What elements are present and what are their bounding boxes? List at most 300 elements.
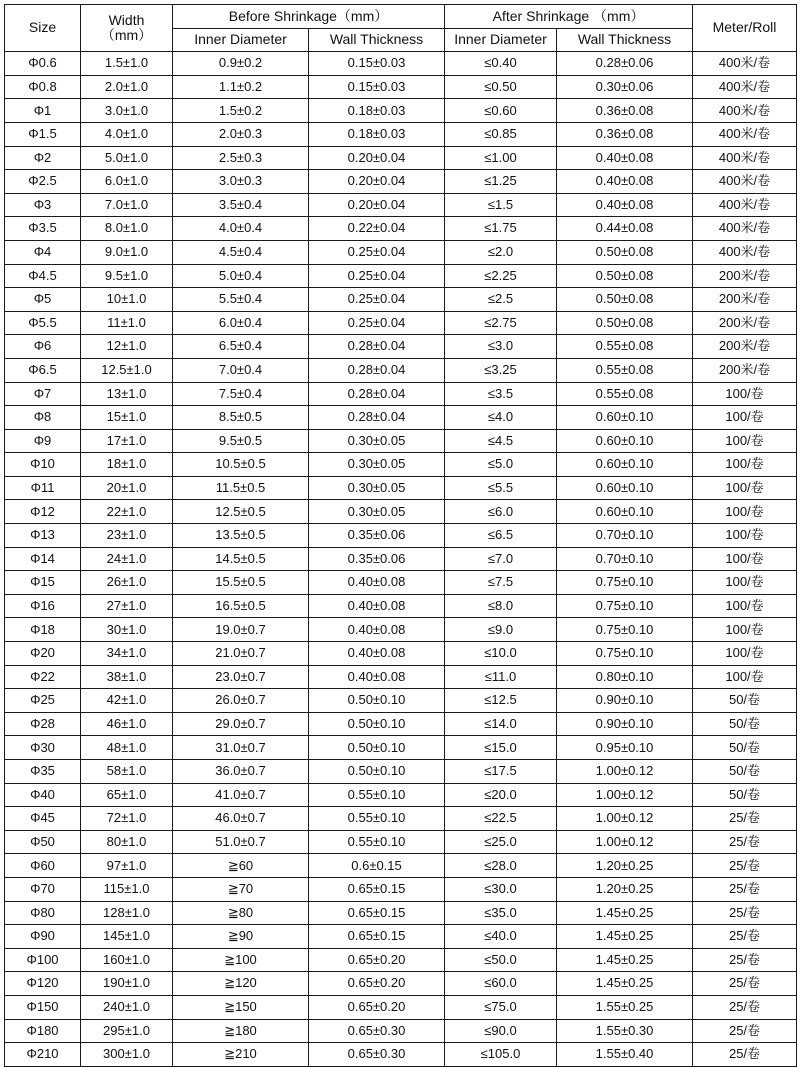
cell-meter-roll: 50/卷: [693, 736, 797, 760]
cell-meter-roll: 25/卷: [693, 948, 797, 972]
cell-meter-roll: 200米/卷: [693, 311, 797, 335]
cell-width: 17±1.0: [81, 429, 173, 453]
cell-after-inner-diameter: ≤0.60: [445, 99, 557, 123]
cell-before-wall-thickness: 0.65±0.30: [309, 1043, 445, 1067]
cell-meter-roll: 25/卷: [693, 972, 797, 996]
table-row: [5, 240, 797, 264]
header-width-line1: Width: [108, 11, 145, 28]
cell-meter-roll: 400米/卷: [693, 170, 797, 194]
cell-before-inner-diameter: 9.5±0.5: [173, 429, 309, 453]
cell-before-wall-thickness: 0.65±0.15: [309, 877, 445, 901]
header-inner-diameter-before: Inner Diameter: [173, 28, 309, 52]
cell-before-inner-diameter: ≧80: [173, 901, 309, 925]
cell-before-inner-diameter: 16.5±0.5: [173, 594, 309, 618]
cell-after-inner-diameter: ≤1.25: [445, 170, 557, 194]
cell-before-wall-thickness: 0.28±0.04: [309, 406, 445, 430]
cell-width: 300±1.0: [81, 1043, 173, 1067]
cell-after-inner-diameter: ≤22.5: [445, 807, 557, 831]
cell-before-wall-thickness: 0.30±0.05: [309, 476, 445, 500]
cell-size: Φ4: [5, 240, 81, 264]
cell-after-inner-diameter: ≤6.0: [445, 500, 557, 524]
cell-after-wall-thickness: 1.00±0.12: [557, 783, 693, 807]
cell-before-inner-diameter: 1.1±0.2: [173, 75, 309, 99]
cell-meter-roll: 400米/卷: [693, 240, 797, 264]
cell-before-wall-thickness: 0.50±0.10: [309, 689, 445, 713]
cell-size: Φ80: [5, 901, 81, 925]
cell-width: 26±1.0: [81, 571, 173, 595]
cell-after-wall-thickness: 0.44±0.08: [557, 217, 693, 241]
cell-after-wall-thickness: 0.50±0.08: [557, 288, 693, 312]
cell-after-inner-diameter: ≤12.5: [445, 689, 557, 713]
cell-before-wall-thickness: 0.28±0.04: [309, 382, 445, 406]
cell-size: Φ28: [5, 712, 81, 736]
cell-width: 20±1.0: [81, 476, 173, 500]
table-row: [5, 901, 797, 925]
cell-before-inner-diameter: 13.5±0.5: [173, 524, 309, 548]
cell-after-inner-diameter: ≤2.75: [445, 311, 557, 335]
cell-after-inner-diameter: ≤75.0: [445, 995, 557, 1019]
cell-after-wall-thickness: 0.60±0.10: [557, 429, 693, 453]
cell-before-inner-diameter: 6.0±0.4: [173, 311, 309, 335]
cell-width: 11±1.0: [81, 311, 173, 335]
cell-size: Φ30: [5, 736, 81, 760]
cell-before-inner-diameter: 4.5±0.4: [173, 240, 309, 264]
table-row: [5, 618, 797, 642]
cell-before-inner-diameter: 2.0±0.3: [173, 122, 309, 146]
cell-before-wall-thickness: 0.65±0.20: [309, 948, 445, 972]
cell-before-wall-thickness: 0.25±0.04: [309, 288, 445, 312]
cell-size: Φ10: [5, 453, 81, 477]
table-row: [5, 1043, 797, 1067]
cell-before-inner-diameter: 2.5±0.3: [173, 146, 309, 170]
cell-size: Φ5.5: [5, 311, 81, 335]
cell-after-wall-thickness: 1.45±0.25: [557, 925, 693, 949]
cell-width: 9.0±1.0: [81, 240, 173, 264]
header-meter-roll: Meter/Roll: [693, 5, 797, 52]
table-row: [5, 972, 797, 996]
cell-after-wall-thickness: 0.70±0.10: [557, 547, 693, 571]
cell-after-inner-diameter: ≤2.5: [445, 288, 557, 312]
cell-before-inner-diameter: 6.5±0.4: [173, 335, 309, 359]
cell-before-wall-thickness: 0.20±0.04: [309, 170, 445, 194]
cell-after-wall-thickness: 0.50±0.08: [557, 311, 693, 335]
table-row: [5, 571, 797, 595]
cell-width: 6.0±1.0: [81, 170, 173, 194]
cell-after-inner-diameter: ≤0.40: [445, 52, 557, 76]
cell-after-inner-diameter: ≤1.5: [445, 193, 557, 217]
cell-after-inner-diameter: ≤2.0: [445, 240, 557, 264]
cell-after-wall-thickness: 0.40±0.08: [557, 193, 693, 217]
cell-before-inner-diameter: 10.5±0.5: [173, 453, 309, 477]
header-width-line2: （mm）: [100, 27, 153, 44]
cell-before-inner-diameter: 41.0±0.7: [173, 783, 309, 807]
cell-before-wall-thickness: 0.55±0.10: [309, 783, 445, 807]
cell-after-wall-thickness: 1.00±0.12: [557, 807, 693, 831]
cell-width: 1.5±1.0: [81, 52, 173, 76]
cell-before-wall-thickness: 0.65±0.20: [309, 972, 445, 996]
cell-before-inner-diameter: ≧100: [173, 948, 309, 972]
cell-after-inner-diameter: ≤20.0: [445, 783, 557, 807]
cell-after-inner-diameter: ≤17.5: [445, 760, 557, 784]
cell-after-inner-diameter: ≤9.0: [445, 618, 557, 642]
cell-before-wall-thickness: 0.18±0.03: [309, 99, 445, 123]
cell-meter-roll: 50/卷: [693, 689, 797, 713]
cell-size: Φ210: [5, 1043, 81, 1067]
cell-after-wall-thickness: 0.30±0.06: [557, 75, 693, 99]
cell-before-inner-diameter: ≧70: [173, 877, 309, 901]
cell-after-inner-diameter: ≤3.25: [445, 358, 557, 382]
cell-before-wall-thickness: 0.65±0.20: [309, 995, 445, 1019]
cell-after-wall-thickness: 0.40±0.08: [557, 170, 693, 194]
cell-after-inner-diameter: ≤40.0: [445, 925, 557, 949]
cell-size: Φ6: [5, 335, 81, 359]
cell-size: Φ35: [5, 760, 81, 784]
cell-size: Φ100: [5, 948, 81, 972]
cell-after-wall-thickness: 0.50±0.08: [557, 240, 693, 264]
cell-before-wall-thickness: 0.55±0.10: [309, 807, 445, 831]
cell-after-inner-diameter: ≤3.0: [445, 335, 557, 359]
cell-after-wall-thickness: 0.90±0.10: [557, 712, 693, 736]
cell-after-wall-thickness: 0.36±0.08: [557, 99, 693, 123]
cell-before-wall-thickness: 0.50±0.10: [309, 760, 445, 784]
cell-after-wall-thickness: 0.75±0.10: [557, 642, 693, 666]
cell-before-inner-diameter: ≧210: [173, 1043, 309, 1067]
cell-size: Φ5: [5, 288, 81, 312]
cell-before-wall-thickness: 0.15±0.03: [309, 75, 445, 99]
cell-after-wall-thickness: 0.75±0.10: [557, 571, 693, 595]
cell-before-wall-thickness: 0.35±0.06: [309, 524, 445, 548]
table-header: [5, 5, 797, 52]
cell-after-wall-thickness: 1.20±0.25: [557, 854, 693, 878]
cell-before-inner-diameter: 46.0±0.7: [173, 807, 309, 831]
cell-after-inner-diameter: ≤30.0: [445, 877, 557, 901]
cell-meter-roll: 100/卷: [693, 594, 797, 618]
cell-after-wall-thickness: 0.60±0.10: [557, 500, 693, 524]
table-row: [5, 665, 797, 689]
cell-after-inner-diameter: ≤50.0: [445, 948, 557, 972]
cell-meter-roll: 100/卷: [693, 429, 797, 453]
cell-before-inner-diameter: ≧150: [173, 995, 309, 1019]
header-width: [81, 5, 173, 52]
cell-width: 128±1.0: [81, 901, 173, 925]
cell-after-wall-thickness: 0.75±0.10: [557, 618, 693, 642]
cell-after-inner-diameter: ≤14.0: [445, 712, 557, 736]
table-row: [5, 877, 797, 901]
cell-after-wall-thickness: 0.55±0.08: [557, 358, 693, 382]
cell-before-inner-diameter: 11.5±0.5: [173, 476, 309, 500]
cell-after-wall-thickness: 0.60±0.10: [557, 453, 693, 477]
cell-after-inner-diameter: ≤8.0: [445, 594, 557, 618]
table-row: [5, 995, 797, 1019]
table-row: [5, 642, 797, 666]
cell-width: 97±1.0: [81, 854, 173, 878]
cell-width: 8.0±1.0: [81, 217, 173, 241]
cell-meter-roll: 200米/卷: [693, 288, 797, 312]
cell-before-inner-diameter: 14.5±0.5: [173, 547, 309, 571]
cell-width: 34±1.0: [81, 642, 173, 666]
table-row: [5, 99, 797, 123]
table-row: [5, 712, 797, 736]
cell-width: 15±1.0: [81, 406, 173, 430]
cell-width: 295±1.0: [81, 1019, 173, 1043]
table-row: [5, 948, 797, 972]
table-row: [5, 311, 797, 335]
cell-after-wall-thickness: 1.55±0.25: [557, 995, 693, 1019]
cell-width: 80±1.0: [81, 830, 173, 854]
cell-size: Φ90: [5, 925, 81, 949]
table-row: [5, 760, 797, 784]
cell-meter-roll: 200米/卷: [693, 358, 797, 382]
cell-meter-roll: 100/卷: [693, 547, 797, 571]
cell-after-wall-thickness: 0.60±0.10: [557, 406, 693, 430]
cell-after-inner-diameter: ≤25.0: [445, 830, 557, 854]
cell-width: 23±1.0: [81, 524, 173, 548]
cell-before-inner-diameter: 21.0±0.7: [173, 642, 309, 666]
cell-before-inner-diameter: 51.0±0.7: [173, 830, 309, 854]
cell-size: Φ0.8: [5, 75, 81, 99]
table-row: [5, 547, 797, 571]
cell-before-inner-diameter: 7.0±0.4: [173, 358, 309, 382]
cell-after-inner-diameter: ≤11.0: [445, 665, 557, 689]
cell-before-inner-diameter: 26.0±0.7: [173, 689, 309, 713]
cell-after-inner-diameter: ≤1.00: [445, 146, 557, 170]
table-row: [5, 382, 797, 406]
cell-size: Φ40: [5, 783, 81, 807]
cell-before-wall-thickness: 0.40±0.08: [309, 618, 445, 642]
cell-after-inner-diameter: ≤0.50: [445, 75, 557, 99]
table-row: [5, 122, 797, 146]
cell-before-wall-thickness: 0.40±0.08: [309, 642, 445, 666]
cell-after-inner-diameter: ≤4.0: [445, 406, 557, 430]
cell-size: Φ3: [5, 193, 81, 217]
cell-before-inner-diameter: 8.5±0.5: [173, 406, 309, 430]
cell-meter-roll: 200米/卷: [693, 264, 797, 288]
cell-before-inner-diameter: 31.0±0.7: [173, 736, 309, 760]
table-row: [5, 146, 797, 170]
cell-size: Φ14: [5, 547, 81, 571]
cell-width: 13±1.0: [81, 382, 173, 406]
cell-size: Φ16: [5, 594, 81, 618]
table-row: [5, 500, 797, 524]
cell-before-inner-diameter: 36.0±0.7: [173, 760, 309, 784]
cell-size: Φ50: [5, 830, 81, 854]
cell-meter-roll: 50/卷: [693, 760, 797, 784]
cell-before-wall-thickness: 0.28±0.04: [309, 358, 445, 382]
cell-after-wall-thickness: 0.95±0.10: [557, 736, 693, 760]
cell-meter-roll: 25/卷: [693, 830, 797, 854]
cell-before-wall-thickness: 0.65±0.15: [309, 925, 445, 949]
cell-width: 7.0±1.0: [81, 193, 173, 217]
cell-meter-roll: 400米/卷: [693, 122, 797, 146]
table-row: [5, 217, 797, 241]
cell-after-wall-thickness: 0.50±0.08: [557, 264, 693, 288]
table-row: [5, 689, 797, 713]
table-row: [5, 807, 797, 831]
cell-size: Φ18: [5, 618, 81, 642]
cell-after-inner-diameter: ≤0.85: [445, 122, 557, 146]
cell-size: Φ0.6: [5, 52, 81, 76]
cell-size: Φ1.5: [5, 122, 81, 146]
cell-meter-roll: 100/卷: [693, 642, 797, 666]
cell-meter-roll: 50/卷: [693, 712, 797, 736]
cell-after-wall-thickness: 0.70±0.10: [557, 524, 693, 548]
cell-before-wall-thickness: 0.20±0.04: [309, 193, 445, 217]
cell-before-inner-diameter: 3.5±0.4: [173, 193, 309, 217]
cell-width: 240±1.0: [81, 995, 173, 1019]
cell-size: Φ4.5: [5, 264, 81, 288]
cell-meter-roll: 25/卷: [693, 925, 797, 949]
table-row: [5, 830, 797, 854]
cell-size: Φ6.5: [5, 358, 81, 382]
cell-after-inner-diameter: ≤10.0: [445, 642, 557, 666]
cell-before-wall-thickness: 0.40±0.08: [309, 665, 445, 689]
cell-size: Φ2: [5, 146, 81, 170]
cell-after-wall-thickness: 1.45±0.25: [557, 901, 693, 925]
cell-meter-roll: 100/卷: [693, 382, 797, 406]
cell-after-inner-diameter: ≤7.0: [445, 547, 557, 571]
cell-width: 115±1.0: [81, 877, 173, 901]
table-row: [5, 193, 797, 217]
cell-after-wall-thickness: 1.00±0.12: [557, 760, 693, 784]
cell-after-inner-diameter: ≤60.0: [445, 972, 557, 996]
cell-size: Φ20: [5, 642, 81, 666]
cell-before-inner-diameter: 3.0±0.3: [173, 170, 309, 194]
cell-meter-roll: 400米/卷: [693, 52, 797, 76]
cell-after-wall-thickness: 0.90±0.10: [557, 689, 693, 713]
table-row: [5, 358, 797, 382]
cell-before-inner-diameter: 5.5±0.4: [173, 288, 309, 312]
cell-before-inner-diameter: 5.0±0.4: [173, 264, 309, 288]
cell-width: 190±1.0: [81, 972, 173, 996]
table-row: [5, 736, 797, 760]
cell-after-inner-diameter: ≤105.0: [445, 1043, 557, 1067]
cell-before-wall-thickness: 0.40±0.08: [309, 594, 445, 618]
cell-after-inner-diameter: ≤28.0: [445, 854, 557, 878]
table-row: [5, 524, 797, 548]
cell-meter-roll: 25/卷: [693, 854, 797, 878]
cell-size: Φ13: [5, 524, 81, 548]
cell-before-wall-thickness: 0.55±0.10: [309, 830, 445, 854]
cell-size: Φ12: [5, 500, 81, 524]
cell-before-wall-thickness: 0.40±0.08: [309, 571, 445, 595]
cell-before-inner-diameter: 4.0±0.4: [173, 217, 309, 241]
table-row: [5, 925, 797, 949]
cell-after-wall-thickness: 0.55±0.08: [557, 335, 693, 359]
cell-width: 46±1.0: [81, 712, 173, 736]
table-row: [5, 783, 797, 807]
cell-before-inner-diameter: 7.5±0.4: [173, 382, 309, 406]
cell-size: Φ150: [5, 995, 81, 1019]
cell-size: Φ15: [5, 571, 81, 595]
cell-after-wall-thickness: 1.20±0.25: [557, 877, 693, 901]
cell-before-wall-thickness: 0.25±0.04: [309, 264, 445, 288]
cell-after-inner-diameter: ≤1.75: [445, 217, 557, 241]
cell-meter-roll: 100/卷: [693, 524, 797, 548]
cell-before-inner-diameter: 12.5±0.5: [173, 500, 309, 524]
cell-after-wall-thickness: 1.45±0.25: [557, 948, 693, 972]
cell-size: Φ3.5: [5, 217, 81, 241]
header-wall-thickness-before: Wall Thickness: [309, 28, 445, 52]
cell-before-wall-thickness: 0.22±0.04: [309, 217, 445, 241]
cell-meter-roll: 100/卷: [693, 406, 797, 430]
cell-size: Φ2.5: [5, 170, 81, 194]
cell-size: Φ180: [5, 1019, 81, 1043]
cell-after-wall-thickness: 0.40±0.08: [557, 146, 693, 170]
cell-size: Φ9: [5, 429, 81, 453]
table-body: [5, 52, 797, 1067]
cell-width: 48±1.0: [81, 736, 173, 760]
table-row: [5, 406, 797, 430]
cell-meter-roll: 100/卷: [693, 476, 797, 500]
header-wall-thickness-after: Wall Thickness: [557, 28, 693, 52]
cell-size: Φ25: [5, 689, 81, 713]
cell-before-inner-diameter: 0.9±0.2: [173, 52, 309, 76]
cell-meter-roll: 100/卷: [693, 500, 797, 524]
cell-width: 24±1.0: [81, 547, 173, 571]
cell-meter-roll: 25/卷: [693, 1019, 797, 1043]
table-row: [5, 170, 797, 194]
cell-width: 38±1.0: [81, 665, 173, 689]
cell-after-wall-thickness: 1.55±0.40: [557, 1043, 693, 1067]
cell-before-wall-thickness: 0.25±0.04: [309, 311, 445, 335]
cell-size: Φ45: [5, 807, 81, 831]
cell-after-wall-thickness: 0.55±0.08: [557, 382, 693, 406]
cell-width: 27±1.0: [81, 594, 173, 618]
cell-width: 9.5±1.0: [81, 264, 173, 288]
cell-before-inner-diameter: ≧180: [173, 1019, 309, 1043]
cell-size: Φ22: [5, 665, 81, 689]
cell-before-inner-diameter: ≧120: [173, 972, 309, 996]
cell-before-inner-diameter: ≧90: [173, 925, 309, 949]
table-row: [5, 52, 797, 76]
cell-width: 12.5±1.0: [81, 358, 173, 382]
cell-before-inner-diameter: 29.0±0.7: [173, 712, 309, 736]
cell-after-inner-diameter: ≤5.5: [445, 476, 557, 500]
cell-after-wall-thickness: 1.45±0.25: [557, 972, 693, 996]
cell-before-wall-thickness: 0.6±0.15: [309, 854, 445, 878]
cell-meter-roll: 100/卷: [693, 453, 797, 477]
cell-meter-roll: 100/卷: [693, 618, 797, 642]
cell-before-wall-thickness: 0.20±0.04: [309, 146, 445, 170]
cell-before-wall-thickness: 0.35±0.06: [309, 547, 445, 571]
header-size: Size: [5, 5, 81, 52]
cell-size: Φ11: [5, 476, 81, 500]
table-row: [5, 476, 797, 500]
cell-before-wall-thickness: 0.65±0.15: [309, 901, 445, 925]
cell-meter-roll: 25/卷: [693, 807, 797, 831]
cell-before-wall-thickness: 0.30±0.05: [309, 429, 445, 453]
cell-after-inner-diameter: ≤15.0: [445, 736, 557, 760]
cell-width: 3.0±1.0: [81, 99, 173, 123]
cell-before-wall-thickness: 0.30±0.05: [309, 453, 445, 477]
cell-meter-roll: 400米/卷: [693, 99, 797, 123]
cell-meter-roll: 400米/卷: [693, 217, 797, 241]
cell-width: 5.0±1.0: [81, 146, 173, 170]
cell-after-wall-thickness: 0.75±0.10: [557, 594, 693, 618]
cell-meter-roll: 25/卷: [693, 995, 797, 1019]
cell-before-inner-diameter: 1.5±0.2: [173, 99, 309, 123]
cell-before-wall-thickness: 0.30±0.05: [309, 500, 445, 524]
cell-after-inner-diameter: ≤90.0: [445, 1019, 557, 1043]
cell-width: 160±1.0: [81, 948, 173, 972]
cell-before-inner-diameter: 19.0±0.7: [173, 618, 309, 642]
cell-after-inner-diameter: ≤4.5: [445, 429, 557, 453]
cell-meter-roll: 100/卷: [693, 665, 797, 689]
header-inner-diameter-after: Inner Diameter: [445, 28, 557, 52]
cell-width: 12±1.0: [81, 335, 173, 359]
cell-width: 72±1.0: [81, 807, 173, 831]
cell-width: 18±1.0: [81, 453, 173, 477]
